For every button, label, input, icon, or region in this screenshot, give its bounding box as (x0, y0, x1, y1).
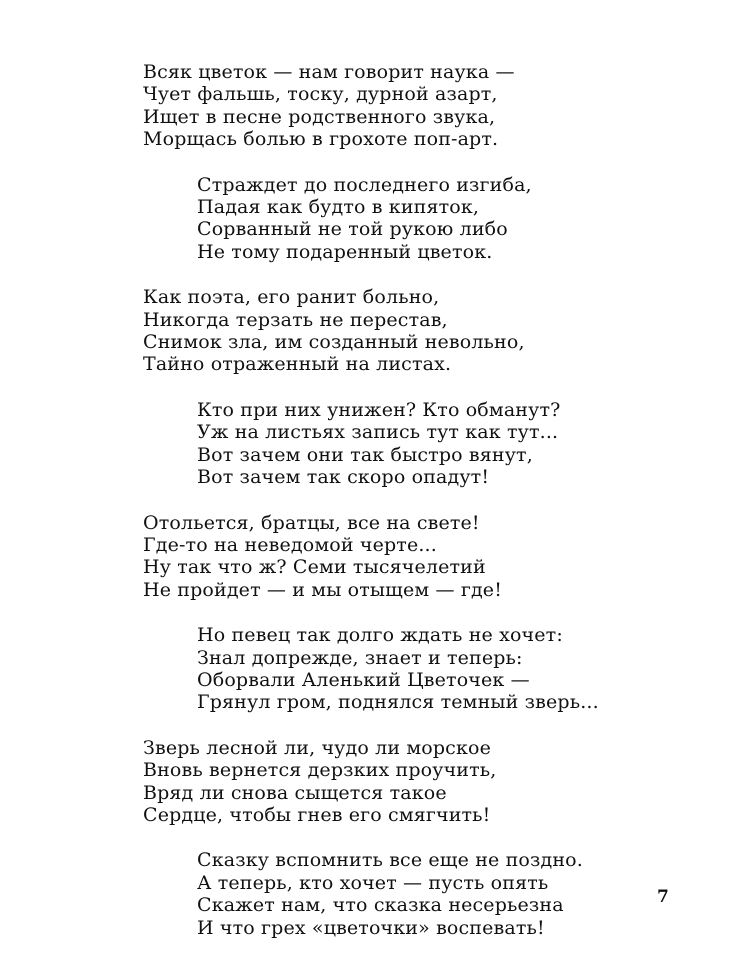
poem-line: Как поэта, его ранит больно, (143, 286, 440, 309)
poem-line: Знал допрежде, знает и теперь: (197, 646, 523, 669)
poem-line: Вот зачем они так быстро вянут, (197, 443, 533, 466)
poem-line: Никогда терзать не перестав, (143, 308, 448, 331)
stanza-6 (143, 624, 703, 714)
poem-line: Вряд ли снова сыщется такое (143, 781, 447, 804)
poem-line: Оборвали Аленький Цветочек — (197, 668, 530, 691)
poem-line: Отольется, братцы, все на свете! (143, 511, 480, 534)
poem-line: Всяк цветок — нам говорит наука — (143, 61, 515, 83)
poem-line: Ну так что ж? Семи тысячелетий (143, 556, 486, 579)
poem-line: Где-то на неведомой черте... (143, 533, 437, 556)
poem-line: Падая как будто в кипяток, (197, 196, 480, 219)
poem-line: И что грех «цветочки» воспевать! (197, 916, 545, 939)
poem-line: Чует фальшь, тоску, дурной азарт, (143, 83, 498, 106)
poem-line: Кто при них унижен? Кто обманут? (197, 398, 561, 421)
poem-line: А теперь, кто хочет — пусть опять (197, 871, 549, 894)
poem-line: Тайно отраженный на листах. (143, 353, 452, 376)
poem-line: Зверь лесной ли, чудо ли морское (143, 736, 491, 759)
poem-line: Ищет в песне родственного звука, (143, 105, 496, 128)
poem-line: Вот зачем так скоро опадут! (197, 466, 490, 489)
stanza-3 (143, 286, 703, 376)
stanza-7 (143, 737, 703, 827)
poem-line: Уж на листьях запись тут как тут... (197, 421, 559, 444)
poem-line: Морщась болью в грохоте поп-арт. (143, 128, 499, 151)
poem-line: Снимок зла, им созданный невольно, (143, 331, 525, 354)
poem-line: Но певец так долго ждать не хочет: (197, 624, 563, 647)
poem-line: Сорванный не той рукою либо (197, 218, 508, 241)
stanza-1 (143, 61, 703, 151)
poem-line: Вновь вернется дерзких проучить, (143, 759, 497, 782)
poem-line: Скажет нам, что сказка несерьезна (197, 894, 564, 917)
poem (143, 61, 703, 962)
poem-line: Страждет до последнего изгиба, (197, 173, 532, 196)
poem-line: Грянул гром, поднялся темный зверь... (197, 691, 599, 714)
stanza-2 (143, 174, 703, 264)
stanza-4 (143, 399, 703, 489)
poem-line: Не пройдет — и мы отыщем — где! (143, 578, 502, 601)
poem-line: Сказку вспомнить все еще не поздно. (197, 849, 583, 872)
stanza-8 (143, 849, 703, 939)
stanza-5 (143, 512, 703, 602)
poem-line: Не тому подаренный цветок. (197, 240, 493, 263)
page-number: 7 (657, 887, 669, 907)
poem-line: Сердце, чтобы гнев его смягчить! (143, 803, 491, 826)
